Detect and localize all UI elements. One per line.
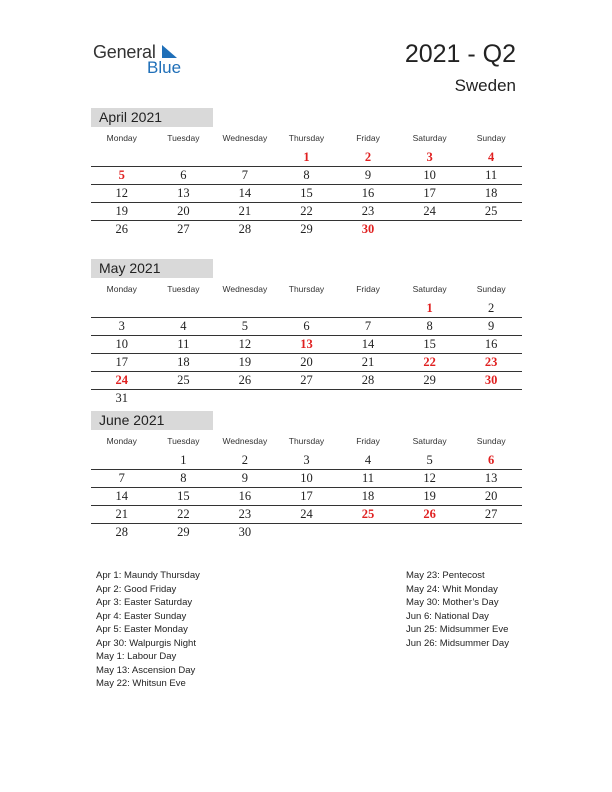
holiday-entry: Jun 25: Midsummer Eve bbox=[406, 624, 509, 635]
day-cell: 26 bbox=[115, 222, 129, 236]
day-cell: 4 bbox=[488, 150, 495, 164]
calendar-grid bbox=[91, 430, 522, 541]
day-cell: 30 bbox=[361, 222, 375, 236]
day-cell: 27 bbox=[484, 507, 498, 521]
holiday-entry: Apr 1: Maundy Thursday bbox=[96, 570, 200, 581]
day-cell: 12 bbox=[423, 471, 436, 485]
day-cell: 14 bbox=[361, 337, 375, 351]
day-cell: 30 bbox=[238, 525, 252, 539]
weekday-label: Monday bbox=[106, 133, 137, 143]
holiday-entry: Jun 6: National Day bbox=[406, 610, 489, 622]
day-cell: 24 bbox=[423, 204, 436, 218]
day-cell: 26 bbox=[423, 507, 436, 521]
day-cell: 19 bbox=[115, 204, 129, 218]
day-cell: 16 bbox=[361, 186, 375, 200]
day-cell: 20 bbox=[177, 204, 190, 218]
week-row bbox=[91, 354, 522, 372]
day-cell: 3 bbox=[303, 453, 310, 467]
day-cell: 29 bbox=[423, 373, 436, 387]
week-row bbox=[91, 203, 522, 221]
month-label: April 2021 bbox=[91, 108, 213, 127]
holiday-entry: May 24: Whit Monday bbox=[406, 583, 498, 595]
day-cell: 11 bbox=[485, 168, 498, 182]
weekday-label: Wednesday bbox=[222, 284, 268, 294]
day-cell: 9 bbox=[364, 168, 372, 182]
weekday-label: Saturday bbox=[412, 284, 447, 294]
weekday-label: Tuesday bbox=[167, 436, 200, 446]
logo-word-blue: Blue bbox=[147, 58, 182, 77]
day-cell: 23 bbox=[484, 355, 498, 369]
day-cell: 17 bbox=[300, 489, 313, 503]
country-name: Sweden bbox=[454, 76, 516, 95]
calendar-grid bbox=[91, 278, 522, 407]
month-label: June 2021 bbox=[91, 411, 213, 430]
calendar-grid bbox=[91, 127, 522, 238]
holiday-list-right bbox=[406, 569, 509, 650]
weekday-header-row bbox=[91, 430, 522, 452]
weekday-label: Monday bbox=[106, 436, 137, 446]
day-cell: 28 bbox=[361, 373, 375, 387]
day-cell: 25 bbox=[177, 373, 190, 387]
day-cell: 25 bbox=[361, 507, 375, 521]
day-cell: 15 bbox=[423, 337, 436, 351]
weekday-label: Monday bbox=[106, 284, 137, 294]
month-may bbox=[91, 259, 522, 407]
weekday-label: Thursday bbox=[288, 436, 325, 446]
holiday-entry: Apr 4: Easter Sunday bbox=[96, 610, 187, 622]
day-cell: 1 bbox=[303, 150, 310, 164]
day-cell: 7 bbox=[241, 168, 249, 182]
day-cell: 6 bbox=[488, 453, 495, 467]
weekday-label: Thursday bbox=[288, 284, 325, 294]
day-cell: 13 bbox=[177, 186, 190, 200]
day-cell: 10 bbox=[300, 471, 313, 485]
day-cell: 2 bbox=[488, 301, 495, 315]
day-cell: 8 bbox=[303, 168, 310, 182]
week-row bbox=[91, 524, 522, 541]
day-cell: 21 bbox=[361, 355, 375, 369]
generalblue-logo bbox=[93, 40, 203, 80]
day-cell: 3 bbox=[118, 319, 125, 333]
week-row bbox=[91, 452, 522, 470]
day-cell: 18 bbox=[177, 355, 190, 369]
day-cell: 15 bbox=[177, 489, 190, 503]
holiday-entry: May 30: Mother’s Day bbox=[406, 597, 499, 608]
day-cell: 8 bbox=[426, 319, 433, 333]
weekday-header-row bbox=[91, 278, 522, 300]
day-cell: 22 bbox=[300, 204, 313, 218]
weekday-label: Wednesday bbox=[222, 436, 268, 446]
day-cell: 29 bbox=[177, 525, 190, 539]
month-label: May 2021 bbox=[91, 259, 213, 278]
holiday-list-left bbox=[96, 569, 200, 691]
holiday-entry: May 23: Pentecost bbox=[406, 570, 485, 581]
day-cell: 25 bbox=[484, 204, 498, 218]
day-cell: 1 bbox=[426, 301, 433, 315]
day-cell: 18 bbox=[484, 186, 498, 200]
day-cell: 17 bbox=[115, 355, 129, 369]
day-cell: 2 bbox=[241, 453, 249, 467]
holiday-entry: May 22: Whitsun Eve bbox=[96, 678, 186, 689]
day-cell: 13 bbox=[300, 337, 313, 351]
holiday-entry: Apr 30: Walpurgis Night bbox=[96, 637, 196, 649]
holiday-entry: Jun 26: Midsummer Day bbox=[406, 637, 509, 649]
day-cell: 18 bbox=[361, 489, 375, 503]
day-cell: 24 bbox=[300, 507, 313, 521]
day-cell: 17 bbox=[423, 186, 436, 200]
day-cell: 7 bbox=[364, 319, 372, 333]
weekday-label: Wednesday bbox=[222, 133, 268, 143]
week-row bbox=[91, 506, 522, 524]
holiday-entry: May 1: Labour Day bbox=[96, 651, 177, 662]
holiday-entry: Apr 3: Easter Saturday bbox=[96, 597, 193, 608]
day-cell: 12 bbox=[115, 186, 129, 200]
day-cell: 23 bbox=[361, 204, 375, 218]
day-cell: 9 bbox=[488, 319, 495, 333]
day-cell: 26 bbox=[238, 373, 252, 387]
day-cell: 20 bbox=[484, 489, 498, 503]
day-cell: 16 bbox=[238, 489, 252, 503]
day-cell: 24 bbox=[115, 373, 129, 387]
day-cell: 29 bbox=[300, 222, 313, 236]
month-april bbox=[91, 108, 522, 238]
day-cell: 14 bbox=[238, 186, 252, 200]
week-row bbox=[91, 221, 522, 238]
holiday-entry: Apr 5: Easter Monday bbox=[96, 624, 188, 635]
day-cell: 20 bbox=[300, 355, 313, 369]
day-cell: 15 bbox=[300, 186, 313, 200]
day-cell: 11 bbox=[362, 471, 375, 485]
day-cell: 27 bbox=[177, 222, 190, 236]
weekday-label: Saturday bbox=[412, 133, 447, 143]
page-title: 2021 - Q2 bbox=[404, 40, 516, 68]
day-cell: 28 bbox=[115, 525, 129, 539]
day-cell: 22 bbox=[177, 507, 190, 521]
month-june bbox=[91, 411, 522, 541]
week-row bbox=[91, 185, 522, 203]
day-cell: 5 bbox=[118, 168, 125, 182]
day-cell: 16 bbox=[484, 337, 498, 351]
day-cell: 19 bbox=[238, 355, 252, 369]
day-cell: 19 bbox=[423, 489, 436, 503]
day-cell: 8 bbox=[180, 471, 187, 485]
day-cell: 10 bbox=[423, 168, 436, 182]
holiday-entry: May 13: Ascension Day bbox=[96, 664, 196, 676]
week-row bbox=[91, 149, 522, 167]
weekday-header-row bbox=[91, 127, 522, 149]
week-row bbox=[91, 470, 522, 488]
day-cell: 3 bbox=[426, 150, 433, 164]
week-row bbox=[91, 318, 522, 336]
weekday-label: Friday bbox=[356, 436, 380, 446]
day-cell: 31 bbox=[115, 391, 129, 405]
weekday-label: Saturday bbox=[412, 436, 447, 446]
day-cell: 5 bbox=[426, 453, 433, 467]
day-cell: 4 bbox=[180, 319, 187, 333]
week-row bbox=[91, 336, 522, 354]
week-row bbox=[91, 390, 522, 407]
day-cell: 13 bbox=[484, 471, 498, 485]
week-row bbox=[91, 372, 522, 390]
holiday-entry: Apr 2: Good Friday bbox=[96, 583, 177, 595]
day-cell: 10 bbox=[115, 337, 129, 351]
week-row bbox=[91, 300, 522, 318]
day-cell: 11 bbox=[177, 337, 190, 351]
day-cell: 12 bbox=[238, 337, 252, 351]
day-cell: 14 bbox=[115, 489, 129, 503]
weekday-label: Sunday bbox=[476, 133, 506, 143]
day-cell: 4 bbox=[364, 453, 372, 467]
day-cell: 22 bbox=[423, 355, 436, 369]
weekday-label: Friday bbox=[356, 284, 380, 294]
logo-word-general: General bbox=[93, 42, 156, 62]
weekday-label: Tuesday bbox=[167, 284, 200, 294]
weekday-label: Thursday bbox=[288, 133, 325, 143]
day-cell: 6 bbox=[303, 319, 310, 333]
day-cell: 7 bbox=[118, 471, 125, 485]
day-cell: 9 bbox=[241, 471, 249, 485]
day-cell: 23 bbox=[238, 507, 252, 521]
day-cell: 5 bbox=[241, 319, 249, 333]
weekday-label: Sunday bbox=[476, 436, 506, 446]
week-row bbox=[91, 167, 522, 185]
day-cell: 27 bbox=[300, 373, 313, 387]
day-cell: 1 bbox=[180, 453, 187, 467]
day-cell: 6 bbox=[180, 168, 187, 182]
day-cell: 28 bbox=[238, 222, 252, 236]
week-row bbox=[91, 488, 522, 506]
weekday-label: Sunday bbox=[476, 284, 506, 294]
day-cell: 21 bbox=[115, 507, 129, 521]
day-cell: 21 bbox=[238, 204, 252, 218]
day-cell: 2 bbox=[364, 150, 372, 164]
day-cell: 30 bbox=[484, 373, 498, 387]
weekday-label: Friday bbox=[356, 133, 380, 143]
weekday-label: Tuesday bbox=[167, 133, 200, 143]
